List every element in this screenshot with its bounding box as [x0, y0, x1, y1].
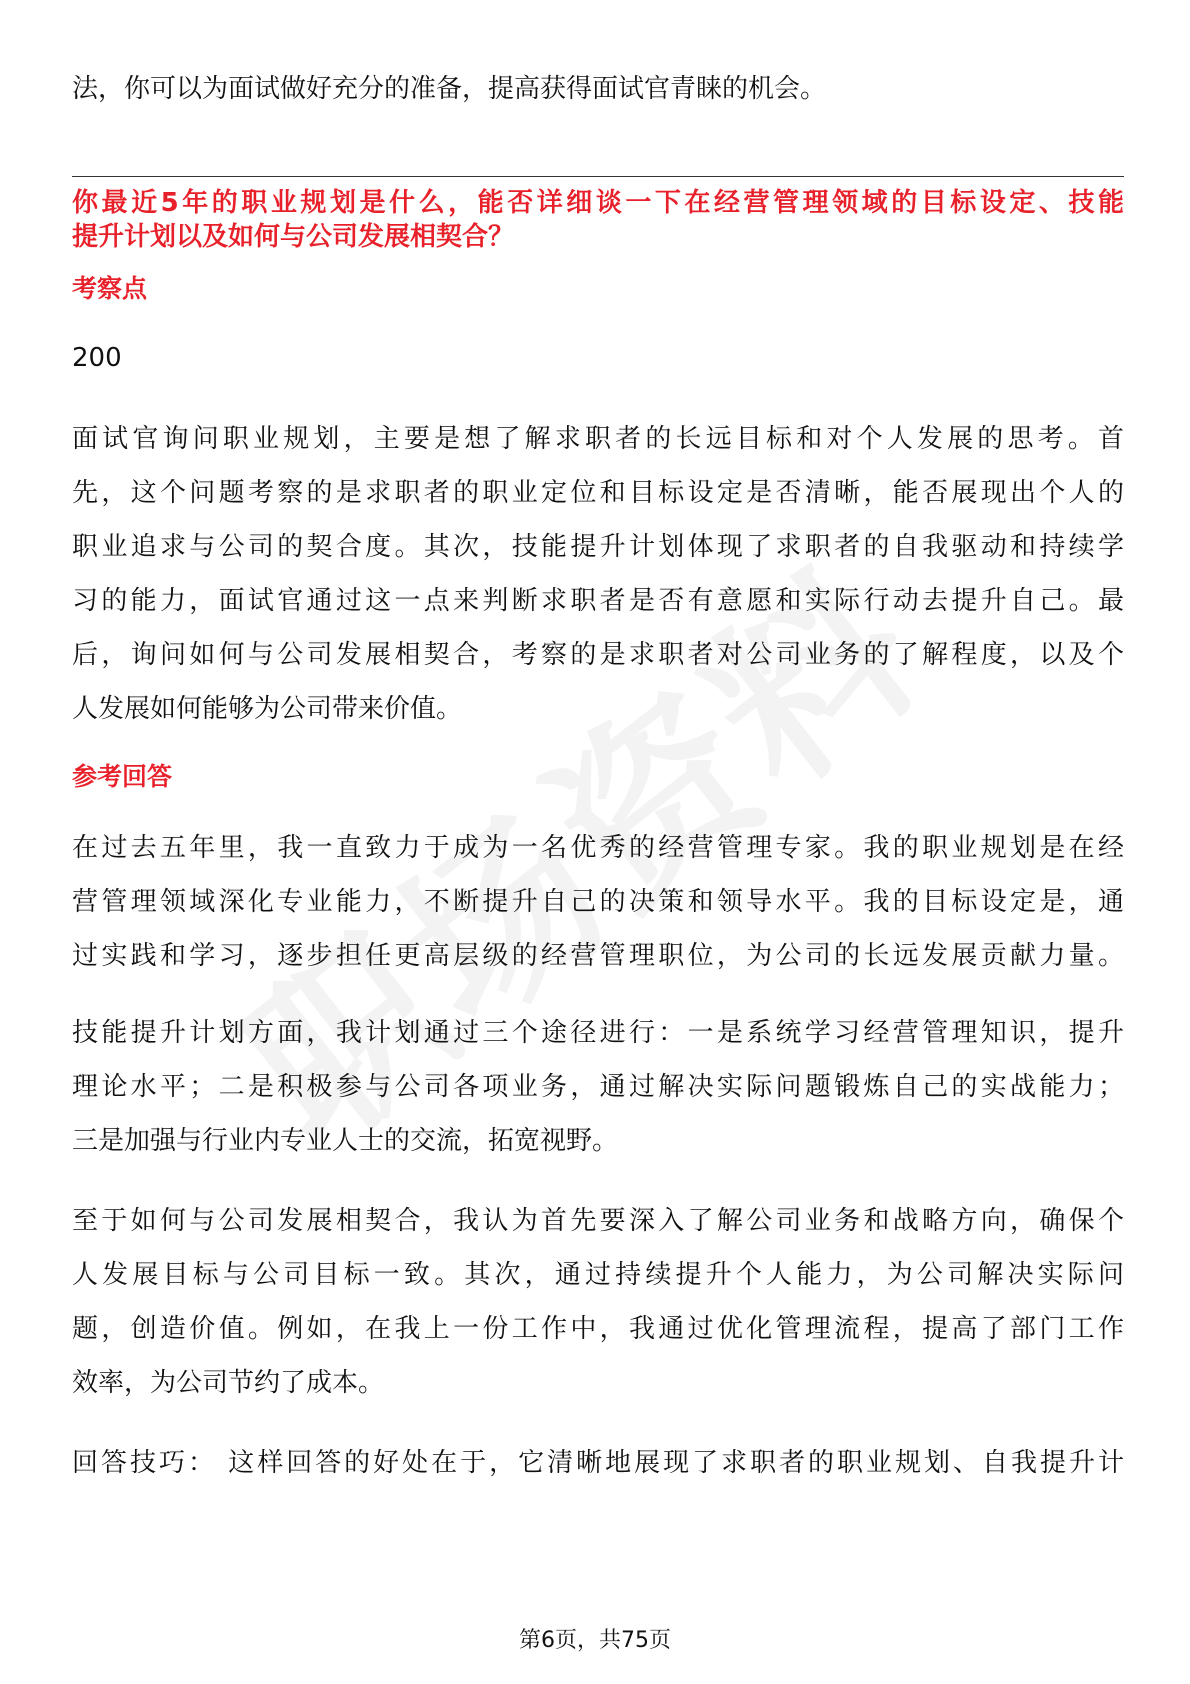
answer-p1-line-2: 营管理领域深化专业能力，不断提升自己的决策和领导水平。我的目标设定是，通 [72, 887, 1124, 917]
exam-point-line-1: 面试官询问职业规划，主要是想了解求职者的长远目标和对个人发展的思考。首 [72, 424, 1124, 454]
answer-p3-line-2: 人发展目标与公司目标一致。其次，通过持续提升个人能力，为公司解决实际问 [72, 1260, 1124, 1290]
answer-p1-line-3: 过实践和学习，逐步担任更高层级的经营管理职位，为公司的长远发展贡献力量。 [72, 941, 1124, 971]
section-divider [72, 176, 1124, 177]
exam-point-line-5: 后，询问如何与公司发展相契合，考察的是求职者对公司业务的了解程度，以及个 [72, 640, 1124, 670]
exam-point-number: 200 [72, 343, 122, 373]
exam-point-line-3: 职业追求与公司的契合度。其次，技能提升计划体现了求职者的自我驱动和持续学 [72, 532, 1124, 562]
answer-p3-line-3: 题，创造价值。例如，在我上一份工作中，我通过优化管理流程，提高了部门工作 [72, 1314, 1124, 1344]
answer-p3-line-4: 效率，为公司节约了成本。 [72, 1368, 385, 1398]
answer-p1-line-1: 在过去五年里，我一直致力于成为一名优秀的经营管理专家。我的职业规划是在经 [72, 833, 1124, 863]
question-line-2: 提升计划以及如何与公司发展相契合？ [72, 222, 515, 252]
exam-point-line-2: 先，这个问题考察的是求职者的职业定位和目标设定是否清晰，能否展现出个人的 [72, 478, 1124, 508]
exam-point-line-6: 人发展如何能够为公司带来价值。 [72, 694, 463, 724]
question-line-1: 你最近5年的职业规划是什么，能否详细谈一下在经营管理领域的目标设定、技能 [72, 188, 1124, 218]
reference-answer-heading: 参考回答 [72, 762, 173, 791]
answer-p3-line-1: 至于如何与公司发展相契合，我认为首先要深入了解公司业务和战略方向，确保个 [72, 1206, 1124, 1236]
exam-point-heading: 考察点 [72, 274, 148, 303]
answer-p2-line-2: 理论水平；二是积极参与公司各项业务，通过解决实际问题锻炼自己的实战能力； [72, 1072, 1124, 1102]
answer-p2-line-1: 技能提升计划方面，我计划通过三个途径进行：一是系统学习经营管理知识，提升 [72, 1018, 1124, 1048]
intro-tail-text: 法，你可以为面试做好充分的准备，提高获得面试官青睐的机会。 [72, 74, 827, 104]
answer-tips-line: 回答技巧： 这样回答的好处在于，它清晰地展现了求职者的职业规划、自我提升计 [72, 1448, 1124, 1478]
answer-p2-line-3: 三是加强与行业内专业人士的交流，拓宽视野。 [72, 1126, 619, 1156]
page-number-footer: 第6页，共75页 [519, 1628, 671, 1653]
exam-point-line-4: 习的能力，面试官通过这一点来判断求职者是否有意愿和实际行动去提升自己。最 [72, 586, 1124, 616]
